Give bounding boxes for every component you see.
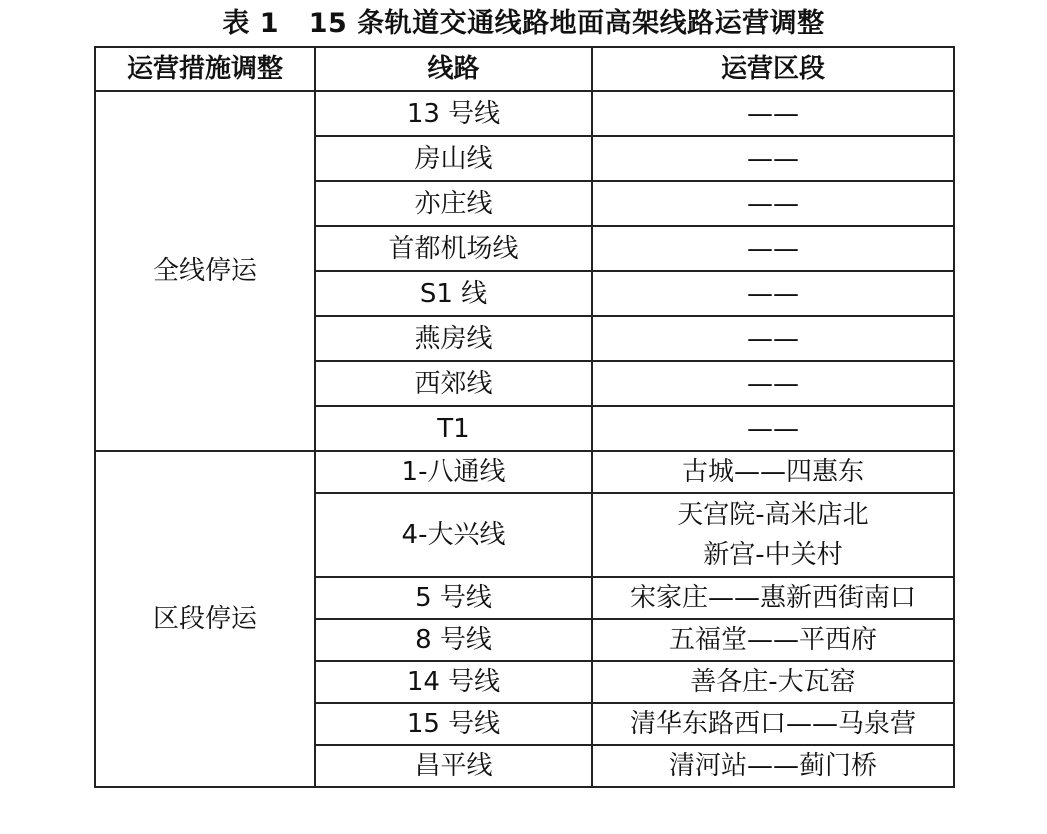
line-cell: 首都机场线 (315, 226, 592, 271)
section-cell (592, 451, 954, 493)
table-row (95, 451, 954, 493)
section-text: —— (747, 233, 799, 264)
section-cell (592, 136, 954, 181)
line-cell: 房山线 (315, 136, 592, 181)
section-cell (592, 361, 954, 406)
line-cell: 4-大兴线 (315, 493, 592, 577)
section-cell (592, 703, 954, 745)
section-text: 宋家庄——惠新西街南口 (629, 583, 916, 613)
section-text: 清河站——蓟门桥 (668, 751, 877, 781)
line-cell: 西郊线 (315, 361, 592, 406)
line-cell: 15 号线 (315, 703, 592, 745)
section-text: 天宫院-高米店北 (677, 500, 869, 530)
section-text: —— (747, 323, 799, 354)
line-cell: 8 号线 (315, 619, 592, 661)
line-cell: T1 (315, 406, 592, 451)
table-caption: 表 1 15 条轨道交通线路地面高架线路运营调整 (222, 8, 825, 39)
section-text: —— (747, 413, 799, 444)
section-cell (592, 745, 954, 787)
header-measure: 运营措施调整 (95, 47, 315, 91)
line-cell: 13 号线 (315, 91, 592, 136)
section-cell (592, 181, 954, 226)
header-section: 运营区段 (592, 47, 954, 91)
operations-table (94, 46, 955, 788)
section-text: 五福堂——平西府 (668, 625, 877, 655)
section-text: —— (747, 368, 799, 399)
line-cell: 昌平线 (315, 745, 592, 787)
section-text: —— (747, 188, 799, 219)
measure-cell: 区段停运 (95, 451, 315, 787)
section-text: —— (747, 98, 799, 129)
section-text: 善各庄-大瓦窑 (690, 667, 856, 697)
table-row (95, 91, 954, 136)
line-cell: 5 号线 (315, 577, 592, 619)
section-text: 清华东路西口——马泉营 (629, 709, 916, 739)
line-cell: 1-八通线 (315, 451, 592, 493)
section-cell (592, 661, 954, 703)
section-cell (592, 577, 954, 619)
section-cell (592, 619, 954, 661)
header-line: 线路 (315, 47, 592, 91)
section-cell (592, 91, 954, 136)
section-cell (592, 406, 954, 451)
section-cell (592, 271, 954, 316)
line-cell: 燕房线 (315, 316, 592, 361)
section-text: 古城——四惠东 (681, 457, 864, 487)
measure-cell: 全线停运 (95, 91, 315, 451)
header-row (95, 47, 954, 91)
line-cell: 14 号线 (315, 661, 592, 703)
section-text: —— (747, 143, 799, 174)
section-text: —— (747, 278, 799, 309)
section-cell (592, 226, 954, 271)
line-cell: S1 线 (315, 271, 592, 316)
section-text: 新宫-中关村 (703, 540, 843, 570)
section-cell (592, 316, 954, 361)
line-cell: 亦庄线 (315, 181, 592, 226)
section-cell (592, 493, 954, 577)
